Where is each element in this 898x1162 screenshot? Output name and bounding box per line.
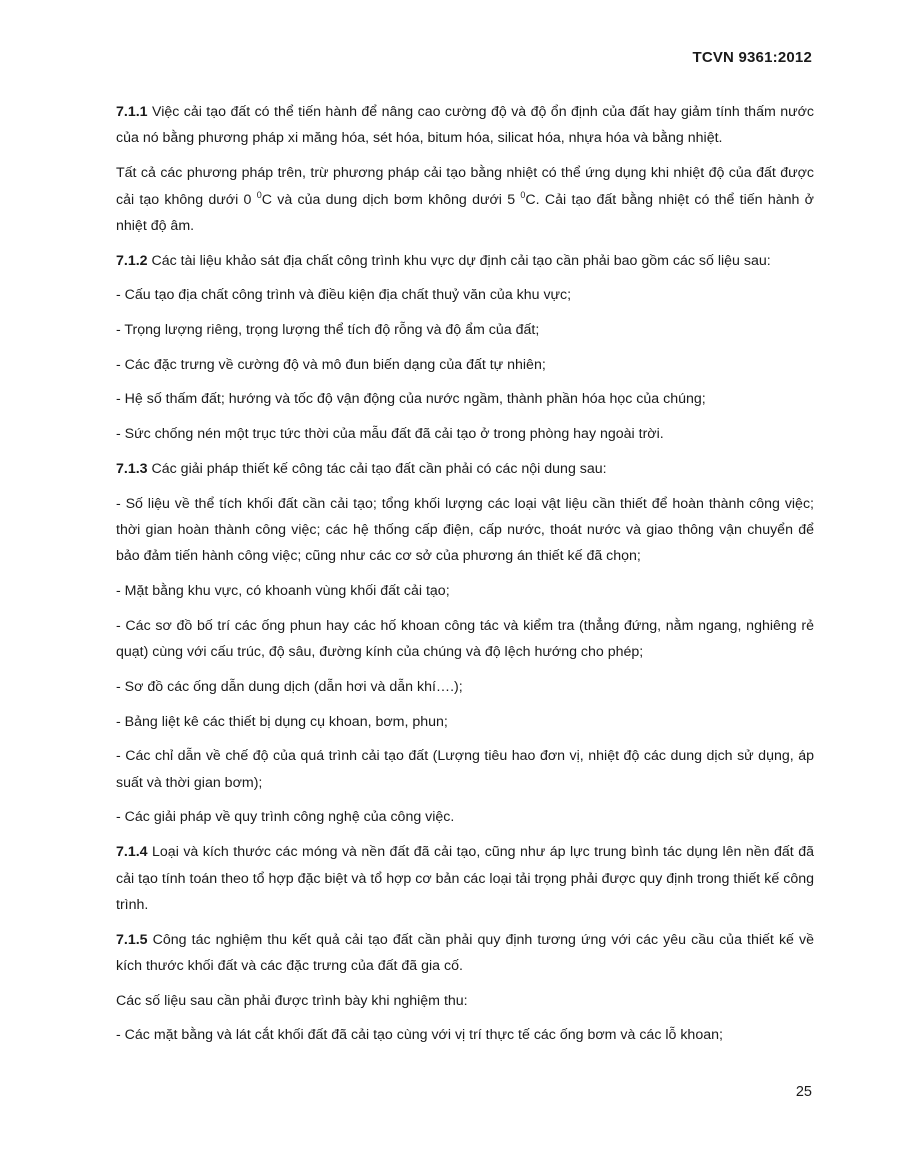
list-item: - Cấu tạo địa chất công trình và điều kiện địa chất thuỷ văn của khu vực; (116, 287, 572, 304)
section-number: 7.1.1 (116, 104, 148, 120)
list-item: - Các mặt bằng và lát cắt khối đất đã cải tạo cùng với vị trí thực tế các ống bơm và các lỗ khoan; (116, 1027, 723, 1044)
page-number: 25 (795, 1084, 812, 1100)
list-item: - Các sơ đồ bố trí các ống phun hay các hố khoan công tác và kiểm tra (thẳng đứng, nằm ngang, nghiêng rẻ quạt) cùng với cấu trúc, độ sâu, đường kính của chúng và độ lệch hướng cho phép; (116, 617, 814, 661)
list-item: - Bảng liệt kê các thiết bị dụng cụ khoan, bơm, phun; (116, 713, 448, 730)
paragraph-text: Tất cả các phương pháp trên, trừ phương pháp cải tạo bằng nhiệt có thể ứng dụng khi nhiệt độ của đất được cải tạo không dưới 0 (116, 165, 814, 208)
paragraph-text: Các giải pháp thiết kế công tác cải tạo đất cần phải có các nội dung sau: (147, 460, 607, 477)
paragraph-text: C. Cải tạo đất bằng nhiệt có thể tiến hành ở nhiệt độ âm. (116, 191, 814, 234)
list-item: - Các giải pháp về quy trình công nghệ của công việc. (116, 809, 455, 826)
paragraph-text: Việc cải tạo đất có thể tiến hành để nâng cao cường độ và độ ổn định của đất hay giảm tính thấm nước của nó bằng phương pháp xi măng hóa, sét hóa, bitum hóa, silicat hóa, nhựa hóa và bằng nhiệt. (116, 104, 814, 147)
paragraph-7-1-4 (116, 839, 814, 918)
section-number: 7.1.2 (116, 252, 148, 269)
document-body (116, 99, 814, 1057)
paragraph-7-1-5 (116, 927, 814, 980)
list-item: - Số liệu về thể tích khối đất cần cải tạo; tổng khối lượng các loại vật liệu cần thiết để hoàn thành công việc; thời gian hoàn thành công việc; các hệ thống cấp điện, cấp nước, thoát nước và giao thông vận chuyển để bảo đảm tiến hành công việc; cũng như các cơ sở của phương án thiết kế đã chọn; (116, 495, 814, 565)
list-item: - Các chỉ dẫn về chế độ của quá trình cải tạo đất (Lượng tiêu hao đơn vị, nhiệt độ các dung dịch sử dụng, áp suất và thời gian bơm); (116, 748, 814, 791)
list-item: - Các đặc trưng về cường độ và mô đun biến dạng của đất tự nhiên; (116, 356, 546, 373)
list-item: - Trọng lượng riêng, trọng lượng thể tích độ rỗng và độ ẩm của đất; (116, 322, 540, 339)
list-item: - Mặt bằng khu vực, có khoanh vùng khối đất cải tạo; (116, 583, 450, 600)
paragraph-text: Công tác nghiệm thu kết quả cải tạo đất cần phải quy định tương ứng với các yêu cầu của thiết kế về kích thước khối đất và các đặc trưng của đất đã gia cố. (116, 931, 814, 975)
paragraph-7-1-1 (116, 99, 814, 152)
paragraph-7-1-3 (116, 456, 814, 482)
degree-superscript: 0 (256, 189, 262, 200)
degree-superscript: 0 (520, 189, 526, 200)
list-item: - Hệ số thấm đất; hướng và tốc độ vận động của nước ngầm, thành phần hóa học của chúng; (116, 391, 706, 408)
section-number: 7.1.3 (116, 460, 148, 477)
paragraph-text: Loại và kích thước các móng và nền đất đã cải tạo, cũng như áp lực trung bình tác dụng lên nền đất đã cải tạo tính toán theo tổ hợp đặc biệt và tổ hợp cơ bản các loại tải trọng phải được quy định trong thiết kế công trình. (116, 844, 814, 913)
section-number: 7.1.5 (116, 931, 148, 948)
list-item: - Sơ đồ các ống dẫn dung dịch (dẫn hơi và dẫn khí….); (116, 678, 463, 695)
paragraph-7-1-2 (116, 248, 814, 274)
section-number: 7.1.4 (116, 844, 148, 861)
paragraph-text: C và của dung dịch bơm không dưới 5 (261, 191, 521, 208)
paragraph-acceptance-intro: Các số liệu sau cần phải được trình bày khi nghiệm thu: (116, 992, 468, 1009)
paragraph-text: Các tài liệu khảo sát địa chất công trình khu vực dự định cải tạo cần phải bao gồm các số liệu sau: (147, 252, 771, 269)
document-standard-code: TCVN 9361:2012 (692, 49, 812, 66)
list-item: - Sức chống nén một trục tức thời của mẫu đất đã cải tạo ở trong phòng hay ngoài trời. (116, 426, 664, 443)
paragraph-temperature-note (116, 160, 814, 239)
